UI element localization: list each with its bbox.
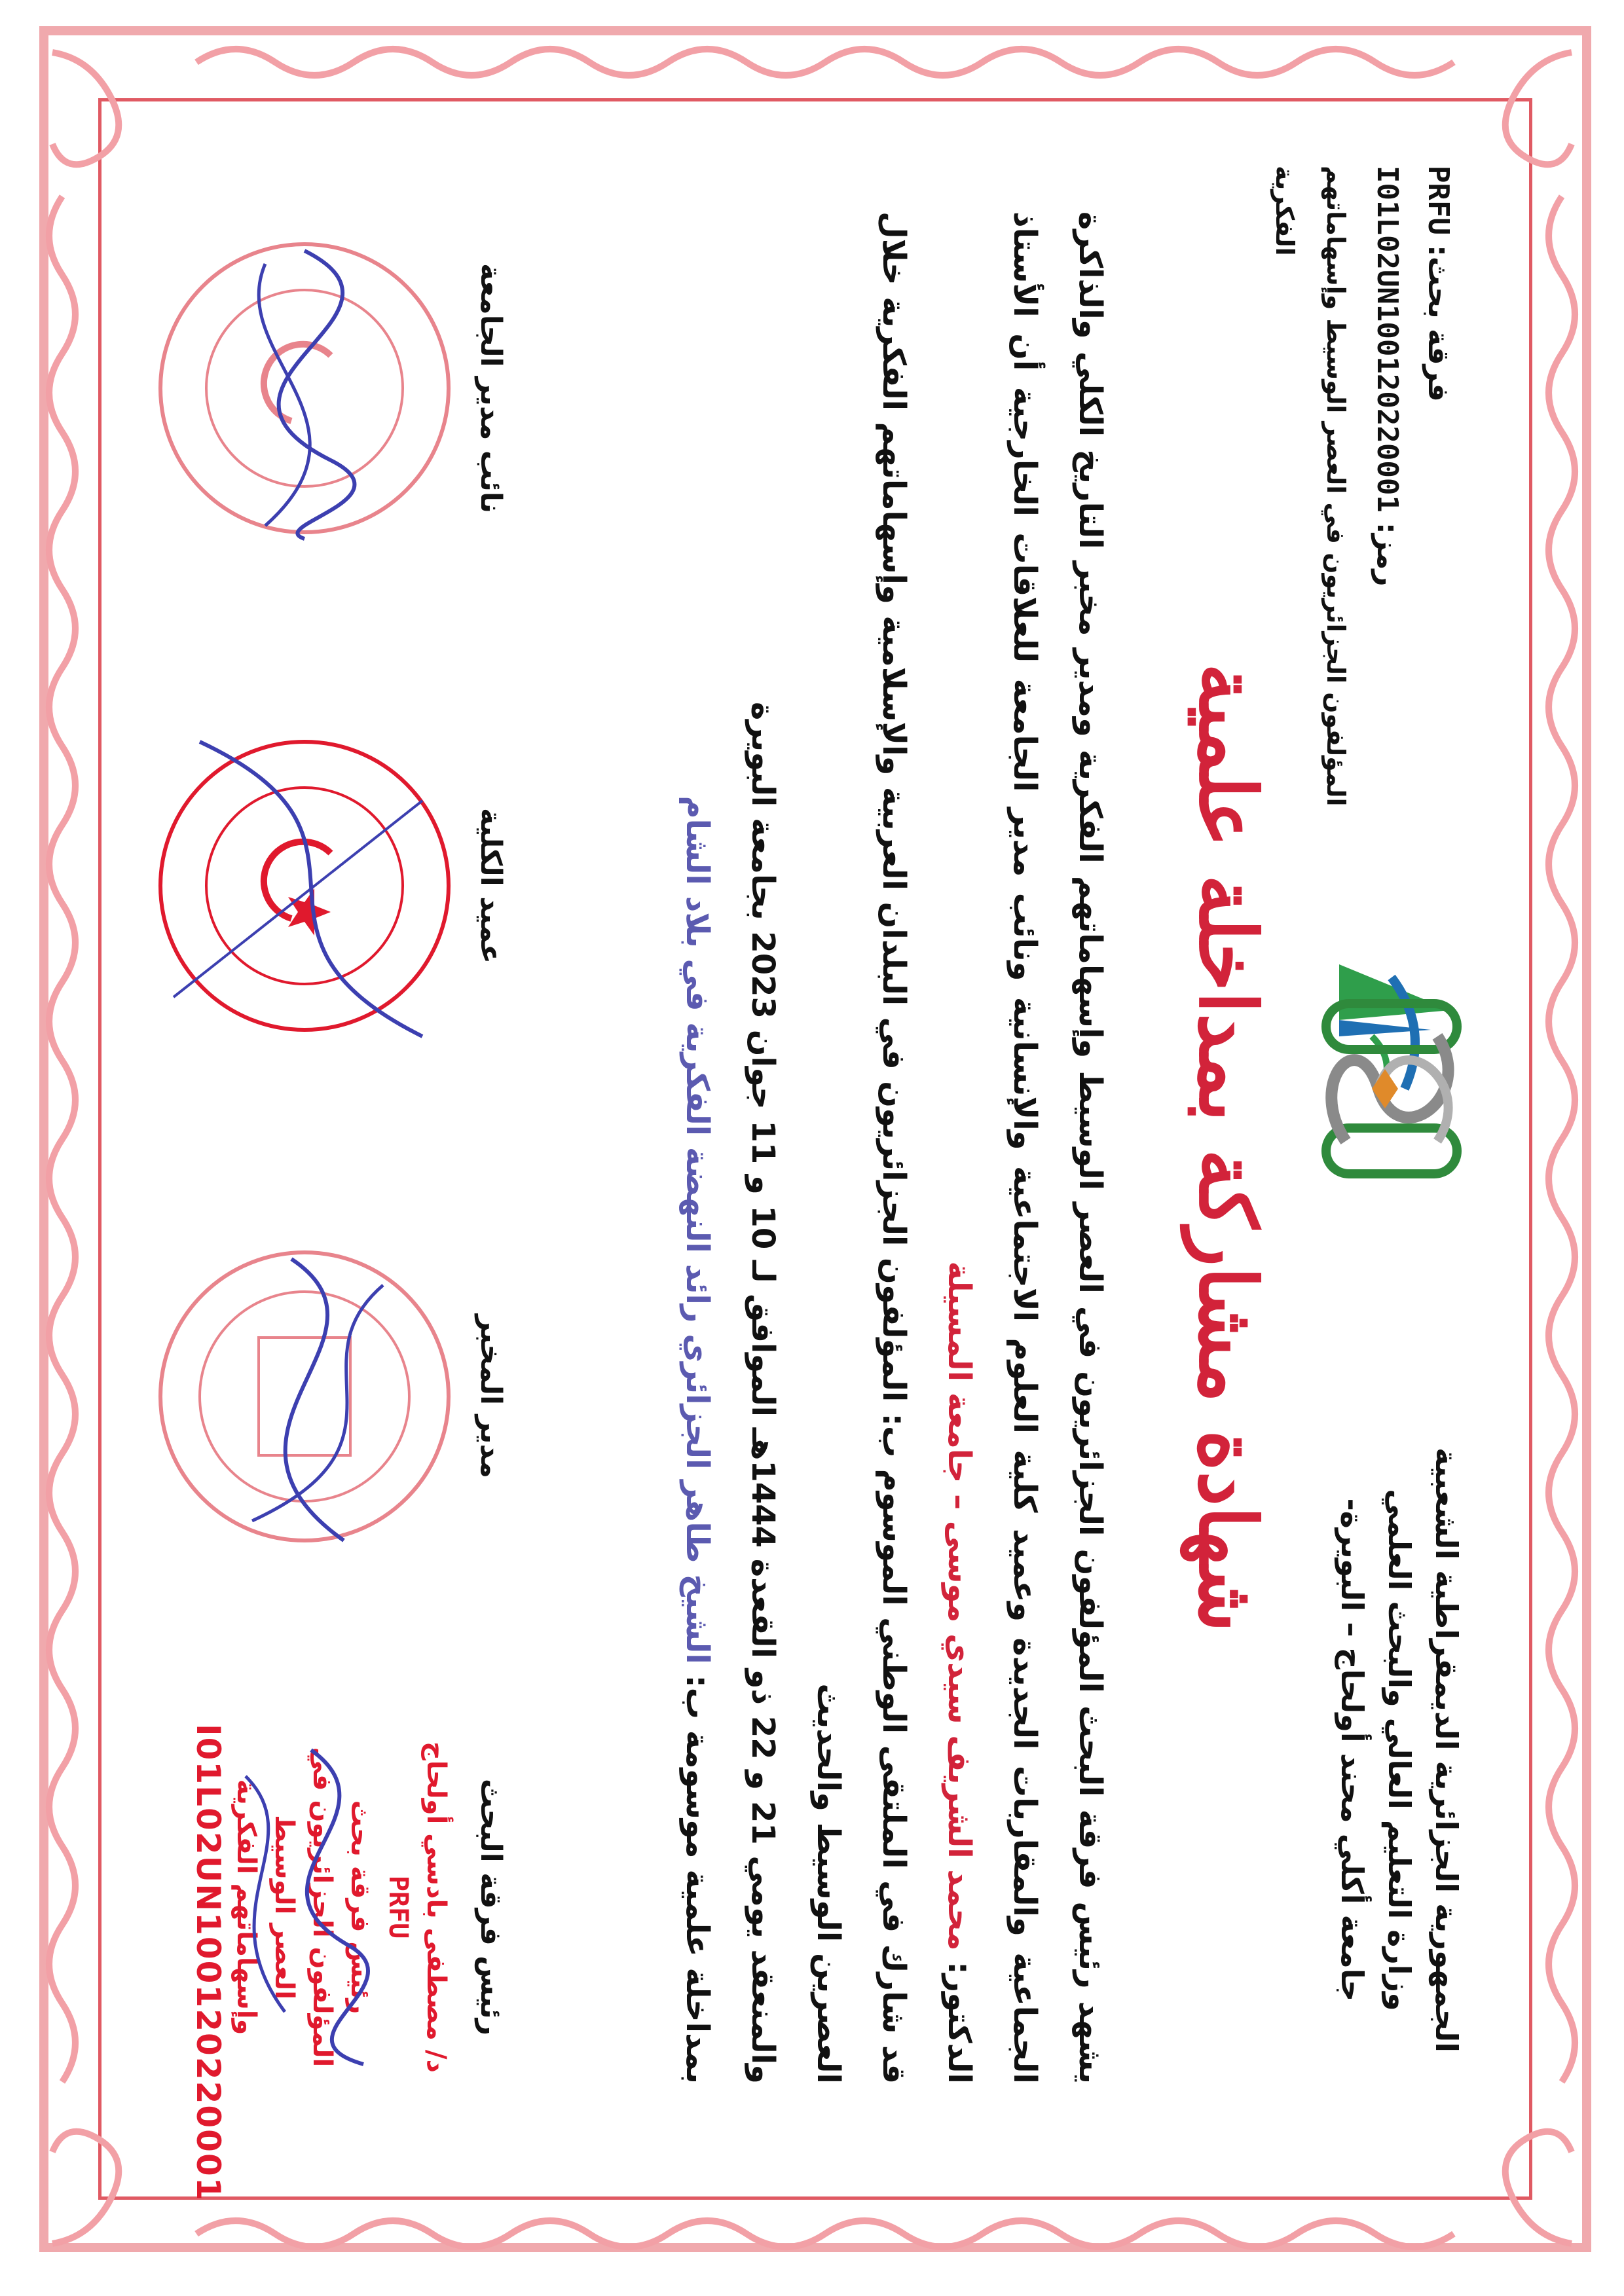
code-value: I01L02UN100120220001 [1371, 166, 1404, 513]
team-stamp-line: PRFU [383, 1875, 413, 1939]
ministry-name: وزارة التعليم العالي والبحث العلمي [1382, 1489, 1417, 2011]
team-info [1259, 166, 1464, 820]
team-stamp-line: المؤلفون الجزائريون في العصر الوسيط [269, 1747, 337, 2068]
team-stamp-line: رئيس فرقة بحث [345, 1800, 375, 2014]
signature-scribble-icon [193, 1737, 442, 2077]
team-name: المؤلفون الجزائريون في العصر الوسيط وإسهاماتهم الفكرية [1270, 166, 1350, 807]
signature-vice-rector [474, 192, 507, 585]
paper-title: الشيخ طاهر الجزائري رائد النهضة الفكرية في بلاد الشام [679, 795, 716, 1664]
faculty-stamp-icon [147, 722, 462, 1049]
body-dates: والمنعقد يومي 21 و 22 ذو القعدة 1444هـ الموافق لـ 10 و 11 جوان 2023 بجامعة البويرة [745, 701, 781, 2084]
signature-dean [474, 689, 507, 1082]
country-name: الجمهورية الجزائرية الديمقراطية الشعبية [1429, 1447, 1464, 2053]
team-value: PRFU [1422, 166, 1455, 235]
team-label: فرقة بحث: [1422, 245, 1455, 402]
code-label: رمز: [1371, 522, 1404, 587]
team-stamp-line: وإسهاماتهم الفكرية [231, 1779, 261, 2035]
signatures-row [141, 139, 507, 2202]
signature-label: رئيس فرقة البحث [474, 1778, 507, 2036]
signature-team-head [189, 1711, 507, 2202]
body-intro: يشهد رئيس فرقة البحث المؤلفون الجزائريون في العصر الوسيط وإسهاماتهم الفكرية ومدير مخبر التاريخ الكلي والذاكرة الجماعية والمقاربات الجديدة وعميد كلية العلوم الاجتماعية والإنسانية ونائب مدير الجامعة للعلاقات الخارجية أن الأستاذ الدكتور: [941, 211, 1109, 2084]
participant-name: محمد الشريف سيدي موسى – جامعة المسيلة [941, 1261, 978, 1951]
team-stamp-code: I01L02UN100120220001 [189, 1724, 227, 2202]
signature-label: نائب مدير الجامعة [474, 263, 507, 513]
signature-label: عميد الكلية [474, 807, 507, 964]
signature-label: مدير المخبر [474, 1314, 507, 1478]
signature-lab-director [474, 1200, 507, 1593]
official-header [1329, 1423, 1470, 2077]
body-paper-intro: بمداخلة علمية موسومة ب: [679, 1675, 716, 2084]
certificate-title: شهادة مشاركة بمداخلة علمية [1181, 663, 1274, 1632]
body-conference: قد شارك في الملتقى الوطني الموسوم ب: المؤلفون الجزائريون في البلدان العربية والإسلامية وإسهاماتهم الفكرية خلال العصرين الوسيط والحديث [810, 211, 912, 2084]
certificate-content [134, 139, 1490, 2202]
university-stamp-icon [147, 225, 462, 552]
laboratory-logo-icon [1306, 991, 1477, 1187]
team-stamp-line: د/ مصطفى بادسي أولحاج [421, 1741, 451, 2073]
certificate-body [665, 211, 1123, 2084]
university-name: جامعة أكلي محند أولحاج – البويرة- [1335, 1498, 1370, 2002]
lab-stamp-icon [147, 1233, 462, 1560]
